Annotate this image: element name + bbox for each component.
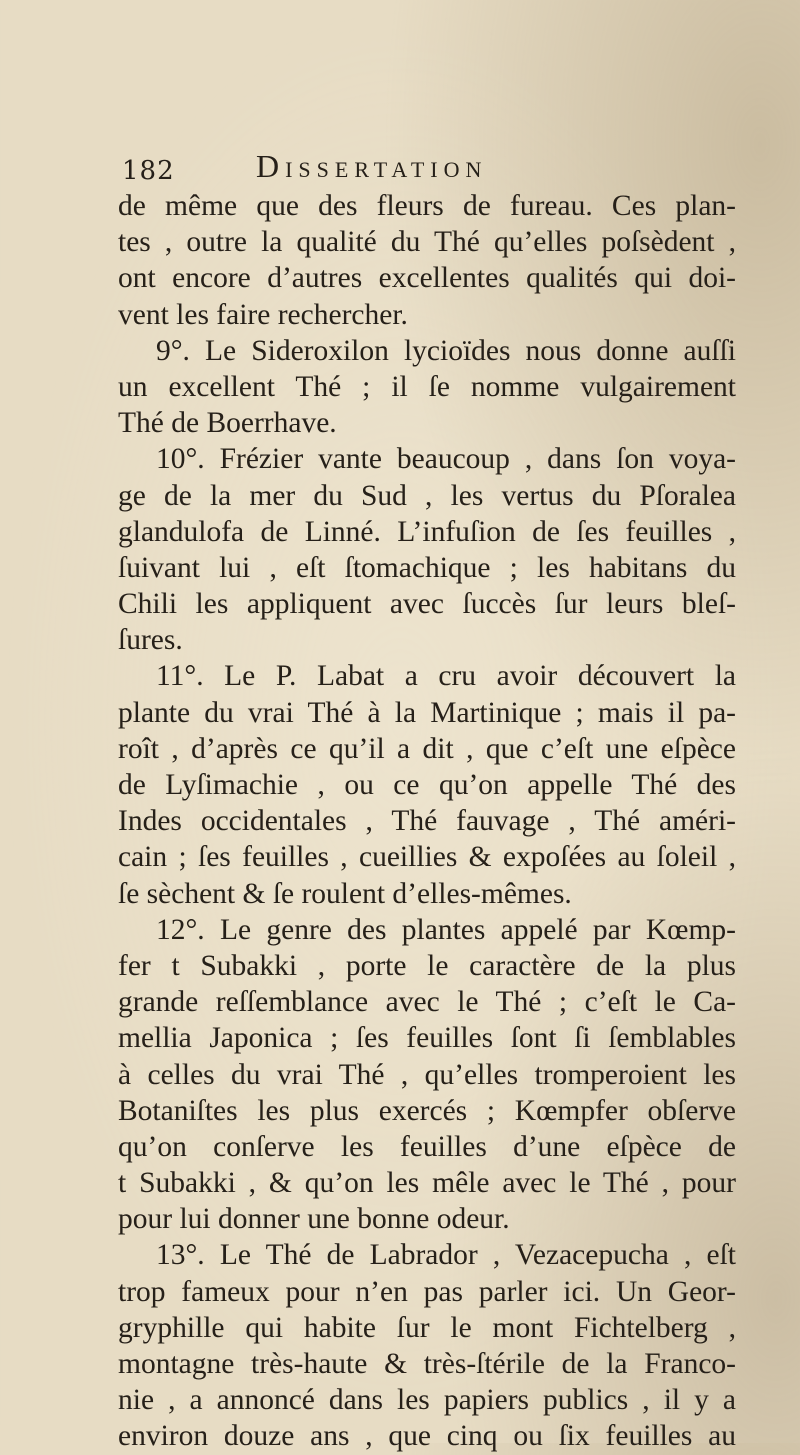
text-line: fer t Subakki , porte le caractère de la plus xyxy=(118,949,736,982)
text-line: ſuivant lui , eſt ſtomachique ; les habitans du xyxy=(118,551,736,584)
text-line: de Lyſimachie , ou ce qu’on appelle Thé des xyxy=(118,769,736,801)
text-line: vent les faire rechercher. xyxy=(118,298,408,331)
text-line: pour lui donner une bonne odeur. xyxy=(118,1203,510,1236)
text-line: 11°. Le P. Labat a cru avoir découvert la xyxy=(156,660,736,693)
body-text xyxy=(118,188,736,1455)
text-line: ſe sèchent & ſe roulent d’elles-mêmes. xyxy=(118,877,572,910)
page-number: 182 xyxy=(122,156,175,186)
text-line: environ douze ans , que cinq ou ſix feuilles au xyxy=(118,1420,736,1453)
text-line: plante du vrai Thé à la Martinique ; mais il pa- xyxy=(118,696,736,729)
text-line: Indes occidentales , Thé fauvage , Thé améri- xyxy=(118,805,736,838)
text-line: Botaniſtes les plus exercés ; Kœmpfer obſerve xyxy=(118,1094,736,1127)
text-line: 10°. Frézier vante beaucoup , dans ſon voya- xyxy=(156,443,736,476)
text-line: montagne très-haute & très-ſtérile de la Franco- xyxy=(118,1348,736,1380)
text-line: cain ; ſes feuilles , cueillies & expoſées au ſoleil , xyxy=(118,841,736,874)
text-line: trop fameux pour n’en pas parler ici. Un Geor- xyxy=(118,1275,736,1308)
text-line: mellia Japonica ; ſes feuilles ſont ſi ſemblables xyxy=(118,1022,736,1055)
text-line: glandulofa de Linné. L’infuſion de ſes feuilles , xyxy=(118,515,736,548)
page-header xyxy=(122,148,722,188)
text-line: Thé de Boerrhave. xyxy=(118,407,337,440)
text-line: Chili les appliquent avec ſuccès ſur leurs bleſ- xyxy=(118,588,736,621)
text-line: grande reſſemblance avec le Thé ; c’eſt le Ca- xyxy=(118,986,736,1019)
text-line: ge de la mer du Sud , les vertus du Pſoralea xyxy=(118,479,736,512)
text-line: gryphille qui habite ſur le mont Fichtelberg , xyxy=(118,1311,736,1344)
text-line: 13°. Le Thé de Labrador , Vezacepucha , eſt xyxy=(156,1239,736,1272)
text-line: 9°. Le Sideroxilon lycioïdes nous donne auſſi xyxy=(156,334,736,367)
text-line: qu’on conſerve les feuilles d’une eſpèce de xyxy=(118,1130,736,1163)
text-line: ont encore d’autres excellentes qualités qui doi- xyxy=(118,262,736,295)
text-line: tes , outre la qualité du Thé qu’elles poſsèdent , xyxy=(118,226,736,259)
text-line: de même que des fleurs de fureau. Ces plan- xyxy=(118,190,736,222)
running-head: Dissertation xyxy=(256,148,488,184)
text-line: ſures. xyxy=(118,624,183,657)
text-line: roît , d’après ce qu’il a dit , que c’eſt une eſpèce xyxy=(118,732,736,765)
text-line: nie , a annoncé dans les papiers publics , il y a xyxy=(118,1384,736,1417)
text-line: 12°. Le genre des plantes appelé par Kœmp- xyxy=(156,913,736,946)
text-line: t Subakki , & qu’on les mêle avec le Thé , pour xyxy=(118,1167,736,1200)
text-line: un excellent Thé ; il ſe nomme vulgairement xyxy=(118,370,736,403)
text-line: à celles du vrai Thé , qu’elles tromperoient les xyxy=(118,1058,736,1091)
